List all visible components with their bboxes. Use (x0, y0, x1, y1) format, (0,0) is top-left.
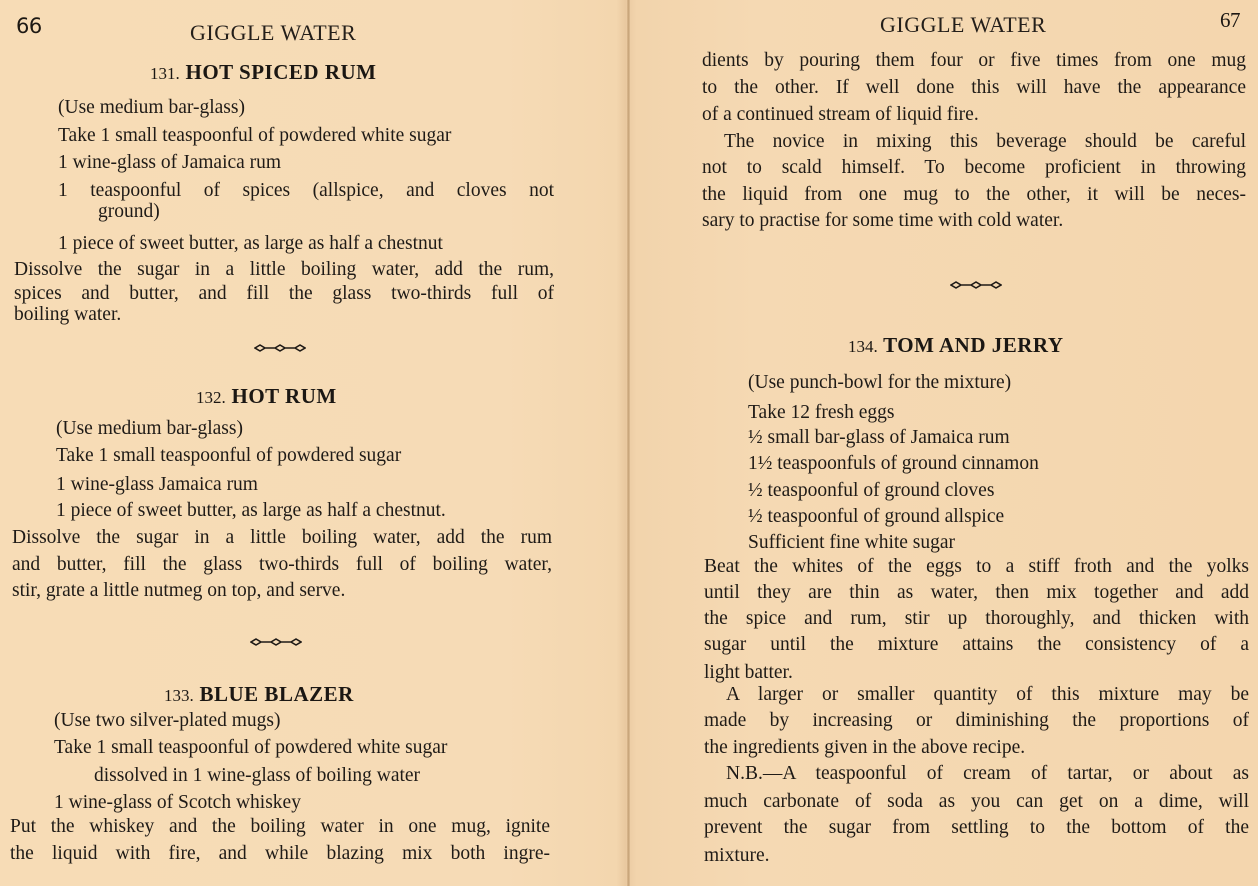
recipe-line: (Use punch-bowl for the mixture) (748, 372, 1012, 393)
recipe-line: 1½ teaspoonfuls of ground cinnamon (748, 453, 1039, 474)
recipe-line: 1 piece of sweet butter, as large as half a chestnut (58, 233, 443, 254)
recipe-line: Take 1 small teaspoonful of powdered sugar (56, 445, 402, 466)
body-line: dients by pouring them four or five times from one mug (702, 50, 1246, 71)
left-page (0, 0, 628, 886)
recipe-number: 134. (848, 337, 878, 356)
recipe-line: ½ teaspoonful of ground cloves (748, 480, 995, 501)
body-line: sary to practise for some time with cold water. (702, 210, 1064, 231)
recipe-line: dissolved in 1 wine-glass of boiling water (94, 765, 421, 786)
ornament-divider-icon (254, 343, 306, 353)
recipe-name: BLUE BLAZER (199, 682, 354, 706)
recipe-line: the liquid with fire, and while blazing mix both ingre- (10, 843, 550, 864)
recipe-name: HOT SPICED RUM (185, 60, 377, 84)
recipe-name: HOT RUM (231, 384, 337, 408)
ornament-divider-icon (950, 280, 1002, 290)
recipe-line: Sufficient fine white sugar (748, 532, 956, 553)
recipe-line: 1 wine-glass Jamaica rum (56, 474, 258, 495)
recipe-line: 1 teaspoonful of spices (allspice, and cloves not (58, 180, 554, 201)
recipe-line: Dissolve the sugar in a little boiling water, add the rum, (14, 259, 554, 280)
recipe-name: TOM AND JERRY (883, 333, 1064, 357)
recipe-line: Beat the whites of the eggs to a stiff froth and the yolks (704, 556, 1249, 577)
running-head: GIGGLE WATER (190, 20, 357, 45)
recipe-line: Put the whiskey and the boiling water in one mug, ignite (10, 816, 550, 837)
recipe-title-134 (848, 333, 1064, 358)
recipe-line: prevent the sugar from settling to the bottom of the (704, 817, 1249, 838)
recipe-line: ground) (98, 201, 160, 222)
recipe-number: 133. (164, 686, 194, 705)
recipe-title-133 (164, 682, 354, 707)
body-line: the liquid from one mug to the other, it will be neces- (702, 184, 1246, 205)
recipe-line: A larger or smaller quantity of this mixture may be (726, 684, 1249, 705)
recipe-line: boiling water. (14, 304, 122, 325)
recipe-line: N.B.—A teaspoonful of cream of tartar, or about as (726, 763, 1249, 784)
recipe-line: ½ teaspoonful of ground allspice (748, 506, 1005, 527)
recipe-line: stir, grate a little nutmeg on top, and serve. (12, 580, 346, 601)
recipe-line: much carbonate of soda as you can get on a dime, will (704, 791, 1249, 812)
recipe-number: 132. (196, 388, 226, 407)
recipe-title-131 (150, 60, 376, 85)
body-line: The novice in mixing this beverage should be careful (724, 131, 1246, 152)
recipe-line: Take 12 fresh eggs (748, 402, 895, 423)
body-line: of a continued stream of liquid fire. (702, 104, 979, 125)
recipe-line: 1 wine-glass of Jamaica rum (58, 152, 282, 173)
body-line: to the other. If well done this will have the appearance (702, 77, 1246, 98)
recipe-number: 131. (150, 64, 180, 83)
recipe-line: the ingredients given in the above recipe. (704, 737, 1026, 758)
recipe-line: ½ small bar-glass of Jamaica rum (748, 427, 1010, 448)
recipe-line: spices and butter, and fill the glass two-thirds full of (14, 283, 554, 304)
recipe-line: until they are thin as water, then mix together and add (704, 582, 1249, 603)
recipe-line: 1 wine-glass of Scotch whiskey (54, 792, 301, 813)
recipe-line: and butter, fill the glass two-thirds full of boiling water, (12, 554, 552, 575)
recipe-line: the spice and rum, stir up thoroughly, and thicken with (704, 608, 1249, 629)
ornament-divider-icon (250, 637, 302, 647)
recipe-line: light batter. (704, 662, 793, 683)
recipe-line: Take 1 small teaspoonful of powdered white sugar (54, 737, 448, 758)
recipe-line: made by increasing or diminishing the proportions of (704, 710, 1249, 731)
page-number: 67 (1220, 8, 1240, 32)
recipe-line: (Use two silver-plated mugs) (54, 710, 281, 731)
running-head: GIGGLE WATER (880, 12, 1047, 37)
recipe-line: 1 piece of sweet butter, as large as half a chestnut. (56, 500, 446, 521)
recipe-line: Take 1 small teaspoonful of powdered white sugar (58, 125, 452, 146)
recipe-line: (Use medium bar-glass) (58, 97, 245, 118)
recipe-line: sugar until the mixture attains the consistency of a (704, 634, 1249, 655)
right-page (632, 0, 1258, 886)
recipe-line: Dissolve the sugar in a little boiling water, add the rum (12, 527, 552, 548)
body-line: not to scald himself. To become proficient in throwing (702, 157, 1246, 178)
recipe-line: (Use medium bar-glass) (56, 418, 243, 439)
recipe-line: mixture. (704, 845, 770, 866)
recipe-title-132 (196, 384, 337, 409)
page-number: 66 (16, 14, 42, 38)
